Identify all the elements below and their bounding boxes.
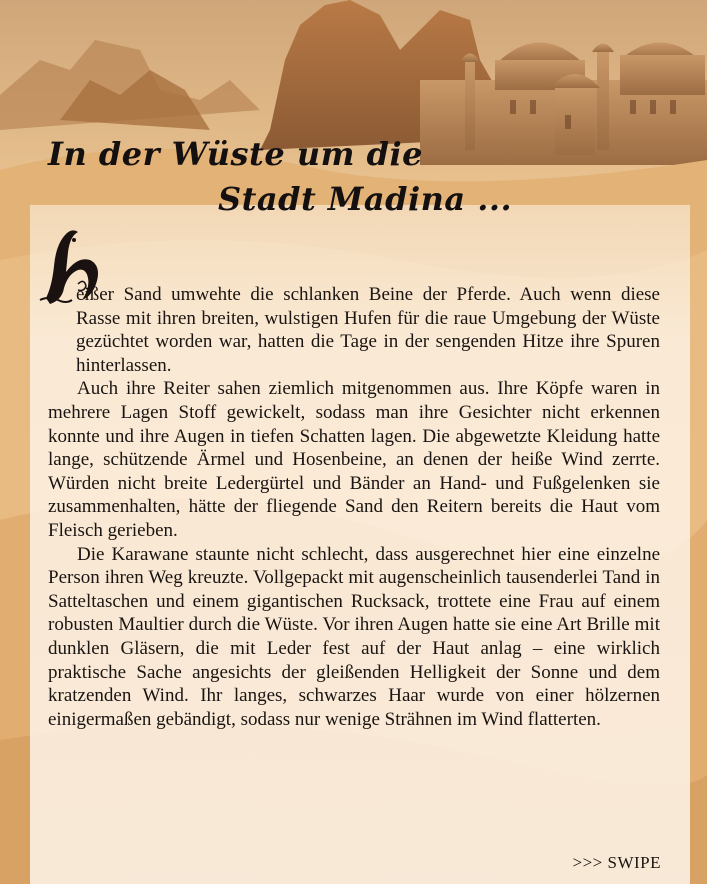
chapter-title-line-1: In der Wüste um die — [48, 135, 423, 173]
swipe-hint[interactable]: >>> SWIPE — [572, 853, 661, 872]
palace-illustration — [420, 43, 707, 166]
paragraph-3: Die Karawane staunte nicht schlecht, dass ausgerechnet hier eine einzelne Person ihren Weg kreuzte. Vollgepackt mit augenscheinlich tausenderlei Tand in Satteltaschen und einem gigantischen Rucksack, trottete eine Frau auf einem robusten Maultier durch die Wüste. Vor ihren Augen hatte sie eine Art Brille mit dunklen Gläsern, die mit Leder fest auf der Haut anlag – eine wirklich praktische Sache angesichts der gleißenden Helligkeit der Sonne und dem kratzenden Wind. Ihr langes, schwarzes Haar wurde von einer hölzernen einigermaßen gebändigt, sodass nur wenige Strähnen im Wind flatterten. — [48, 543, 660, 730]
chapter-title-line-2: Stadt Madina ... — [218, 180, 513, 218]
paragraph-2: Auch ihre Reiter sahen ziemlich mitgenommen aus. Ihre Köpfe waren in mehrere Lagen Stoff gewickelt, sodass man ihre Gesichter nicht erkennen konnte und ihre Augen in tiefen Schatten lagen. Die abgewetzte Kleidung hatte lange, schützende Ärmel und Hosenbeine, an denen der heiße Wind zerrte. Würden nicht breite Ledergürtel und Bänder an Hand- und Fußgelenken sie zusammenhalten, hätte der fliegende Sand den Reitern bereits die Haut vom Fleisch gerieben. — [48, 378, 660, 541]
paragraph-1: eißer Sand umwehte die schlanken Beine der Pferde. Auch wenn diese Rasse mit ihren breiten, wulstigen Hufen für die raue Umgebung der Wüste gezüchtet worden war, hatten die Tage in der sengenden Hitze ihre Spuren hinterlassen. — [76, 284, 660, 376]
story-text — [48, 283, 660, 731]
